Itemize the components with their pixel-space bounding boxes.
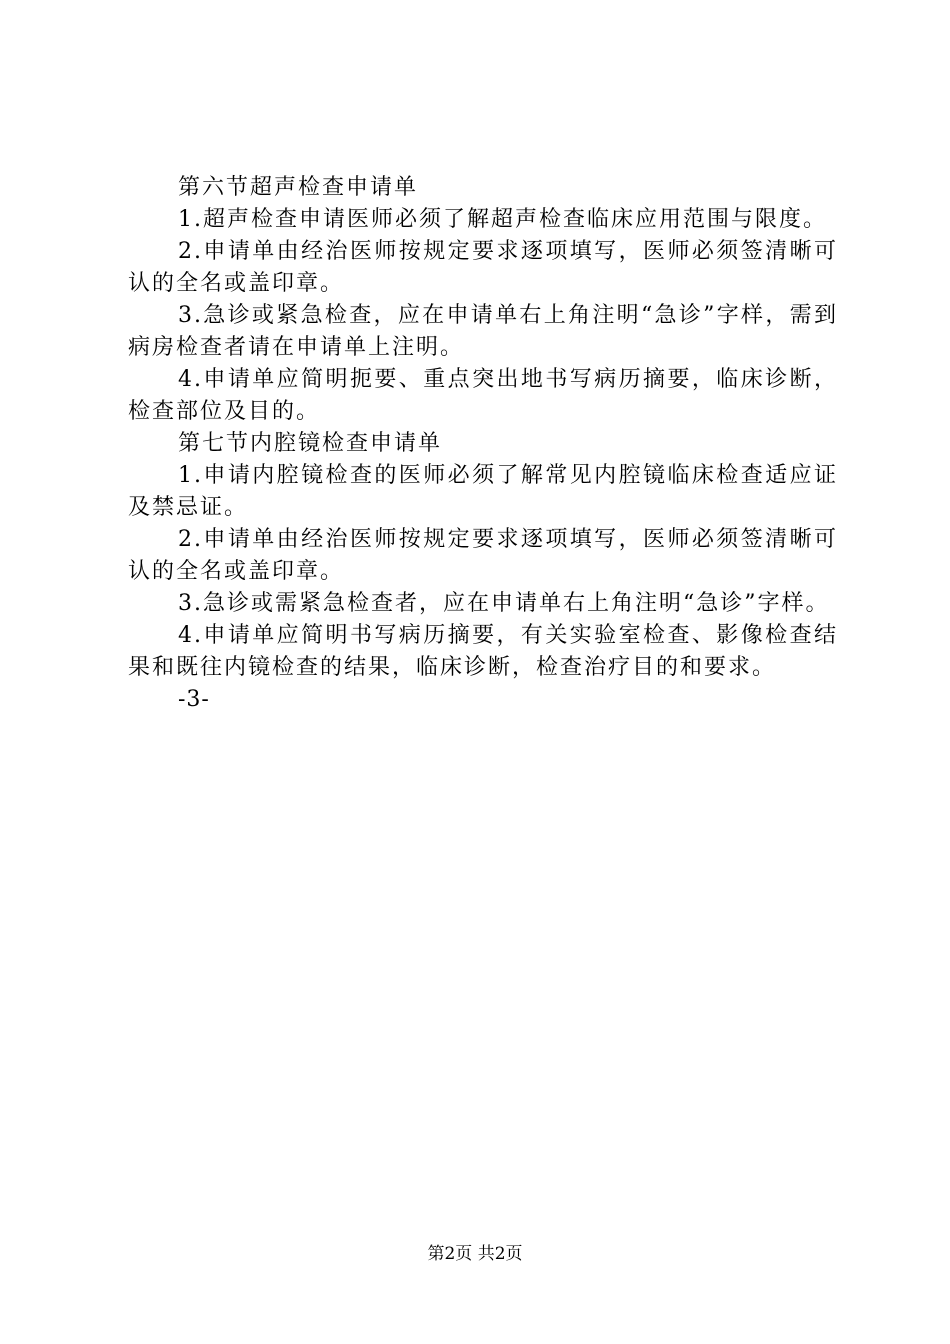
document-body — [128, 172, 838, 716]
paragraph: 4.申请单应简明扼要、重点突出地书写病历摘要，临床诊断，检查部位及目的。 — [128, 367, 838, 424]
section-heading-endoscopy: 第七节内腔镜检查申请单 — [178, 431, 443, 456]
paragraph: 1.申请内腔镜检查的医师必须了解常见内腔镜临床检查适应证及禁忌证。 — [128, 463, 838, 520]
inline-page-marker: -3- — [178, 687, 210, 712]
paragraph: 2.申请单由经治医师按规定要求逐项填写，医师必须签清晰可认的全名或盖印章。 — [128, 527, 838, 584]
paragraph: 4.申请单应简明书写病历摘要，有关实验室检查、影像检查结果和既往内镜检查的结果，临床诊断，检查治疗目的和要求。 — [128, 623, 838, 680]
paragraph: 1.超声检查申请医师必须了解超声检查临床应用范围与限度。 — [178, 207, 827, 232]
section-heading-ultrasound: 第六节超声检查申请单 — [178, 175, 419, 200]
paragraph: 3.急诊或紧急检查，应在申请单右上角注明“急诊”字样，需到病房检查者请在申请单上注明。 — [128, 303, 838, 360]
page-footer: 第2页 共2页 — [427, 1244, 523, 1264]
paragraph: 2.申请单由经治医师按规定要求逐项填写，医师必须签清晰可认的全名或盖印章。 — [128, 239, 838, 296]
paragraph: 3.急诊或需紧急检查者，应在申请单右上角注明“急诊”字样。 — [178, 591, 830, 616]
